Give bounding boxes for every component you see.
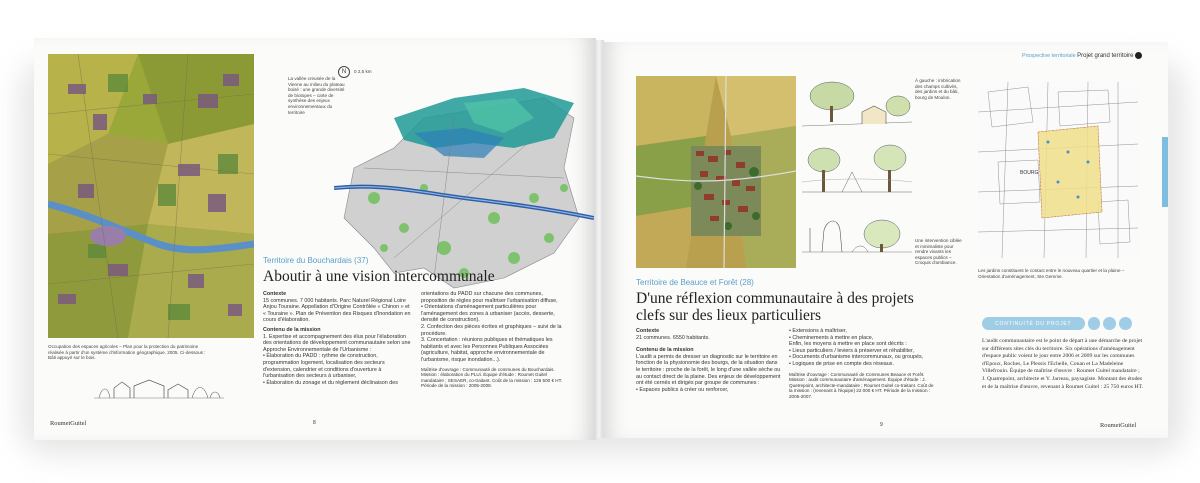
village-sketch (94, 376, 224, 402)
continuity-pill (982, 317, 1085, 330)
mission-bullets (263, 353, 413, 386)
caption-sketch-mid: Une intervention ciblée et minimaliste pour rendre vivants les espaces publics – Croquis d'ambiance. (915, 238, 962, 266)
continuity-banner (982, 316, 1132, 331)
mid-bullets (789, 328, 937, 341)
list-item: • Élaboration du zonage et du règlement déclinaison des (263, 380, 413, 387)
col2-bullet-text: Orientations d'aménagement particulières pour l'aménagement des zones à urbaniser (accès, desserte, densité de construction). (421, 304, 555, 324)
side-tab (1162, 137, 1168, 207)
contexte-text: 21 communes. 6550 habitants. (636, 334, 710, 341)
caption-sketch-top: À gauche : imbrication des champs cultivés, des jardins et du bâti, bourg de Moulon. (915, 78, 961, 100)
list-item: • Extensions à maîtriser, (789, 328, 937, 335)
contexte-text: 15 communes. 7 000 habitants. Parc Naturel Régional Loire Anjou Touraine. Appellation d'Origine Contrôlée « Chinon » et « Touraine ». Plan de Prévention des Risques d'Inondation en cours d'élaboration. (263, 297, 411, 324)
map-caption: La vallée creusée de la Vienne au milieu du plateau boisé : une grande diversité de biotopes – carte de synthèse des enjeux environnementaux du territoire (288, 76, 345, 115)
col2-text: orientations du PADD sur chacune des communes, proposition de règles pour maîtriser l'urbanisation diffuse, (421, 291, 558, 304)
brand-left: RoumetGuitel (50, 420, 87, 427)
aerial-map-photo (48, 54, 254, 338)
circle-icon (1088, 317, 1101, 330)
mission-title: Contenu de la mission (636, 347, 694, 354)
left-col1 (263, 291, 413, 386)
circle-icon (1119, 317, 1132, 330)
contexte-title: Contexte (263, 291, 287, 297)
header-badge (1135, 52, 1142, 59)
caption-plan: Les jardins constituent le contact entre le nouveau quartier et la plaine – Orientation d'aménagement, Ste Gemme. (978, 268, 1125, 279)
right-col2 (789, 328, 937, 400)
north-arrow-icon: N (338, 66, 350, 78)
mid-moa: Maîtrise d'ouvrage : Communauté de Communes Beauce et Forêt. Mission : audit communautaire d'aménagement. Équipe d'étude : J. Quetrepoint, architecte-mandataire ; Roumet Guitel co-traitant. Coût de la mission : (revenant à l'équipe) 22 000 € HT. Période de la mission : 2005-2007. (789, 371, 934, 399)
right-page (602, 42, 1168, 438)
continuity-label: CONTINUITÉ DU PROJET (995, 320, 1072, 327)
circle-icon (1103, 317, 1116, 330)
cadastral-plan (978, 82, 1138, 258)
left-page (34, 38, 596, 440)
continuity-text: L'audit communautaire est le point de départ à une démarche de projet sur différents sites clés du territoire. Six opérations d'aménagement d'espace public voient le jour entre 2006 et 2009 sur les communes d'Epoux, Roches, Le Plessis l'Echelle, Conan et La Madeleine Villefrouin. Équipe de maîtrise d'œuvre : Roumet Guitel mandataire ; J. Quatrepoint, architecte et Y. Jarreau, paysagiste. Montant des études et de la maîtrise d'œuvre, revenant à Roumet Guitel : 25 750 euros HT. (982, 338, 1143, 390)
header-dark: Projet grand territoire (1077, 52, 1134, 59)
left-col2 (421, 291, 569, 389)
col2-p2: 2. Confection des pièces écrites et graphiques – suivi de la procédure. (421, 323, 562, 337)
list-item: • Espaces publics à créer ou renforcer, (636, 387, 781, 394)
sketch-bottom (802, 208, 912, 264)
heading-beauce: D'une réflexion communautaire à des projets clefs sur des lieux particuliers (636, 290, 914, 324)
col2-bullet: • Orientations d'aménagement particulières pour l'aménagement des zones à urbaniser (accès, desserte, densité de construction). (421, 304, 555, 324)
list-item: • Lieux particuliers / leviers à préserver et réhabiliter, (789, 348, 937, 355)
mission-text: 1. Expertise et accompagnement des élus pour l'élaboration des orientations de développement communautaire selon une Approche Environnementale de l'Urbanisme : (263, 333, 411, 353)
list-item: • Documents d'urbanisme intercommunaux, ou groupés, (789, 354, 937, 361)
section-label-beauce: Territoire de Beauce et Forêt (28) (636, 278, 754, 287)
mission-title: Contenu de la mission (263, 326, 321, 333)
photo-caption: Occupation des espaces agricoles – Plan pour la protection du patrimoine réalisée à partir d'un système d'information géographique, 2005. Ci-dessous : Bâti appuyé sur le bois. (48, 344, 206, 361)
list-item: • Cheminements à mettre en place, (789, 335, 937, 342)
right-col1 (636, 328, 781, 393)
page-number-right: 9 (880, 422, 883, 428)
svg-text:BOURG: BOURG (1020, 170, 1039, 176)
aerial-village-photo (636, 76, 796, 268)
mid-bullets-2 (789, 348, 937, 368)
page-header (1022, 52, 1142, 59)
page-number-left: 8 (313, 420, 316, 426)
col2-moa: Maîtrise d'ouvrage : Communauté de communes du Bouchardais. Mission : élaboration du PLUi. Équipe d'étude : Roumet Guitel mandataire ; SESAER, co-traitant. Coût de la mission : 126 500 € HT. Période de la mission : 2005-2008. (421, 366, 563, 389)
sketch-top (802, 76, 912, 136)
sketch-middle (802, 142, 912, 202)
header-light: Prospective territoriale (1022, 52, 1076, 59)
list-item: • Logiques de prise en compte des réseaux. (789, 361, 937, 368)
contexte-title: Contexte (636, 328, 660, 334)
mission-bullets (636, 387, 781, 394)
brand-right: RoumetGuitel (1100, 422, 1137, 429)
mission-text: L'audit a permis de dresser un diagnostic sur le territoire en fonction de la physionomie des bourgs, de la situation dans le territoire : proche de la forêt, le long d'une vallée sèche ou au contact direct de la plaine. Des enjeux de développement ont été cernés et dirigés par groupe de communes : (636, 353, 781, 387)
mid-text: Enfin, les moyens à mettre en place sont décrits : (789, 341, 907, 348)
list-item: • Élaboration du PADD : rythme de construction, programmation logement, localisation des secteurs d'extension, calendrier et conditions d'ouverture à l'urbanisation des secteurs à urbaniser, (263, 353, 413, 379)
map-scale: 0 2,5 km (354, 69, 372, 74)
col2-p3: 3. Concertation : réunions publiques et thématiques les habitants et avec les Personnes Publiques Associées (agriculture, habitat, approche environnementale de l'urbanisme, risque inondation...). (421, 337, 553, 363)
heading-bouchardais: Aboutir à une vision intercommunale (263, 268, 495, 285)
territory-map (334, 78, 594, 293)
section-label-bouchardais: Territoire du Bouchardais (37) (263, 256, 369, 265)
